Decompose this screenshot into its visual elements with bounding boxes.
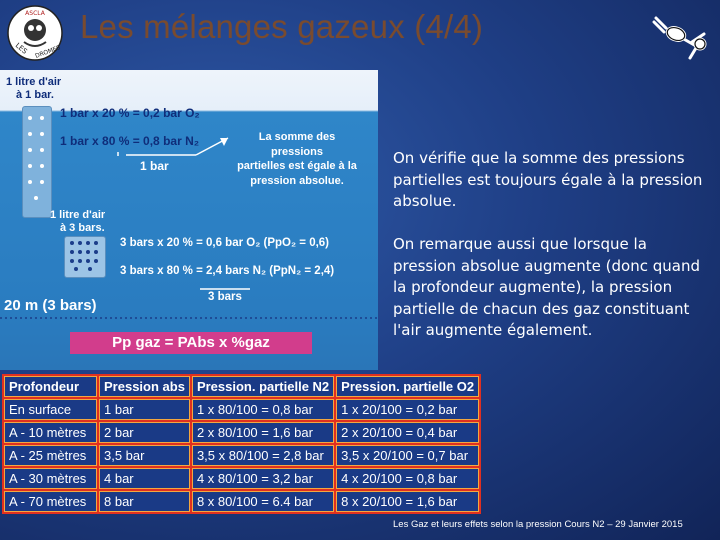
cell-pabs: 1 bar <box>99 399 190 420</box>
cell-depth: A - 10 mètres <box>4 422 97 443</box>
note-line2: partielles est égale à la <box>237 160 357 172</box>
depth-molecule <box>70 250 74 254</box>
logo-text-right: DROMES <box>34 44 62 60</box>
note-line3: pression absolue. <box>250 174 344 187</box>
cell-pabs: 4 bar <box>99 468 190 489</box>
depth-molecule <box>88 267 92 271</box>
depth-molecule <box>86 241 90 245</box>
cell-pp-o2: 8 x 20/100 = 1,6 bar <box>336 491 479 512</box>
depth-label-line1: 1 litre d'air <box>50 209 106 221</box>
cell-pabs: 3,5 bar <box>99 445 190 466</box>
depth-molecule <box>86 250 90 254</box>
logo-text-top: ASCLA <box>25 10 45 17</box>
eq-o2-surface: 1 bar x 20 % = 0,2 bar O₂ <box>60 106 200 120</box>
depth-molecule <box>70 241 74 245</box>
cell-pp-o2: 2 x 20/100 = 0,4 bar <box>336 422 479 443</box>
note-line1: La somme des pressions <box>258 131 336 158</box>
paragraph-observation: On remarque aussi que lorsque la pression absolue augmente (donc quand la profondeur augmente), la pression partielle de chacun des gaz constituant l'air augmente également. <box>393 235 700 339</box>
surface-label-line1: 1 litre d'air <box>6 76 62 88</box>
header-depth: Profondeur <box>4 376 97 397</box>
slide-footer: Les Gaz et leurs effets selon la pression Cours N2 – 29 Janvier 2015 <box>393 519 683 530</box>
table-row <box>4 468 479 489</box>
cell-pabs: 8 bar <box>99 491 190 512</box>
depth-molecule <box>86 259 90 263</box>
partial-pressure-table <box>2 374 481 514</box>
cell-pp-n2: 1 x 80/100 = 0,8 bar <box>192 399 334 420</box>
cell-pp-o2: 1 x 20/100 = 0,2 bar <box>336 399 479 420</box>
header-pabs: Pression abs <box>99 376 190 397</box>
cell-pabs: 2 bar <box>99 422 190 443</box>
table-row <box>4 491 479 512</box>
sum-label-depth: 3 bars <box>208 291 242 303</box>
depth-molecule <box>94 241 98 245</box>
depth-molecule <box>78 241 82 245</box>
depth-molecule <box>74 267 78 271</box>
eq-o2-depth: 3 bars x 20 % = 0,6 bar O₂ (PpO₂ = 0,6) <box>120 237 330 249</box>
table-row <box>4 399 479 420</box>
logo-text-left: LES <box>13 41 29 56</box>
table-header-row <box>4 376 479 397</box>
diver-icon <box>652 12 712 60</box>
depth-molecule <box>94 250 98 254</box>
depth-label-line2: à 3 bars. <box>60 222 105 234</box>
depth-molecule <box>70 259 74 263</box>
depth-label <box>50 209 105 235</box>
table-row <box>4 422 479 443</box>
depth-molecule <box>78 250 82 254</box>
cell-pp-o2: 4 x 20/100 = 0,8 bar <box>336 468 479 489</box>
paragraph-verification: On vérifie que la somme des pressions partielles est toujours égale à la pression absolue. <box>393 149 703 210</box>
cell-depth: A - 25 mètres <box>4 445 97 466</box>
cell-depth: A - 70 mètres <box>4 491 97 512</box>
eq-n2-depth: 3 bars x 80 % = 2,4 bars N₂ (PpN₂ = 2,4) <box>120 265 335 277</box>
cell-pp-n2: 3,5 x 80/100 = 2,8 bar <box>192 445 334 466</box>
depth-molecule <box>94 259 98 263</box>
cell-depth: A - 30 mètres <box>4 468 97 489</box>
club-logo-icon <box>6 4 64 62</box>
table-row <box>4 445 479 466</box>
cell-depth: En surface <box>4 399 97 420</box>
formula-banner: Pp gaz = PAbs x %gaz <box>70 332 312 354</box>
eq-n2-surface: 1 bar x 80 % = 0,8 bar N₂ <box>60 134 200 148</box>
header-pp-n2: Pression. partielle N2 <box>192 376 334 397</box>
slide-title: Les mélanges gazeux (4/4) <box>80 8 484 45</box>
sum-label-surface: 1 bar <box>140 159 169 173</box>
header-pp-o2: Pression. partielle O2 <box>336 376 479 397</box>
pressure-diagram <box>0 70 378 370</box>
cell-pp-n2: 4 x 80/100 = 3,2 bar <box>192 468 334 489</box>
depth-molecule <box>78 259 82 263</box>
partial-sum-note <box>232 130 362 188</box>
depth-marker: 20 m (3 bars) <box>4 297 97 314</box>
surface-label-line2: à 1 bar. <box>16 89 54 101</box>
cell-pp-n2: 2 x 80/100 = 1,6 bar <box>192 422 334 443</box>
cell-pp-n2: 8 x 80/100 = 6.4 bar <box>192 491 334 512</box>
cell-pp-o2: 3,5 x 20/100 = 0,7 bar <box>336 445 479 466</box>
